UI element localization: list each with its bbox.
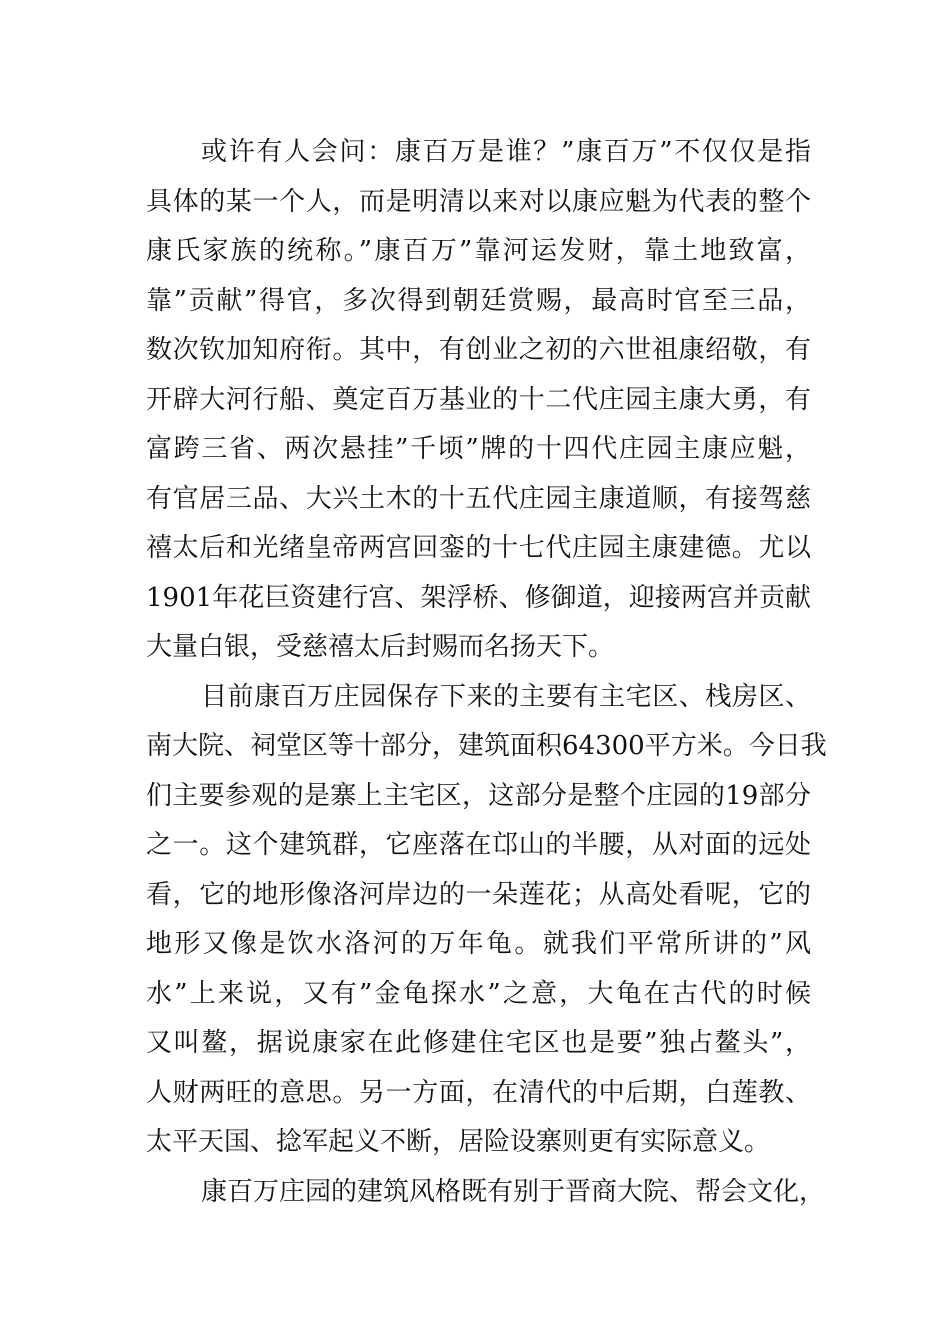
- body-text: [146, 128, 827, 1217]
- text-line: 有官居三品、大兴土木的十五代庄园主康道顺，有接驾慈: [146, 483, 811, 514]
- text-line: 或许有人会问：康百万是谁？”康百万”不仅仅是指: [201, 137, 811, 167]
- text-line: 数次钦加知府衔。其中，有创业之初的六世祖康绍敬，有: [146, 335, 811, 365]
- text-line: 康氏家族的统称。”康百万”靠河运发财，靠土地致富，: [146, 236, 811, 266]
- paragraph-1: [146, 128, 811, 673]
- text-line: 南大院、祠堂区等十部分，建筑面积64300平方米。今日我: [146, 731, 827, 761]
- paragraph-3: [146, 1168, 826, 1218]
- text-line: 地形又像是饮水洛河的万年龟。就我们平常所讲的”风: [146, 929, 811, 959]
- text-line: 大量白银，受慈禧太后封赐而名扬天下。: [146, 632, 615, 662]
- text-line: 具体的某一个人，而是明清以来对以康应魁为代表的整个: [146, 186, 811, 217]
- text-line: 富跨三省、两次悬挂”千顷”牌的十四代庄园主康应魁，: [146, 434, 811, 464]
- text-line: 人财两旺的意思。另一方面，在清代的中后期，白莲教、: [146, 1077, 811, 1108]
- text-line: 靠”贡献”得官，多次得到朝廷赏赐，最高时官至三品，: [146, 285, 811, 316]
- text-line: 目前康百万庄园保存下来的主要有主宅区、栈房区、: [201, 681, 811, 712]
- text-line: 禧太后和光绪皇帝两宫回銮的十七代庄园主康建德。尤以: [146, 533, 811, 563]
- text-line: 看，它的地形像洛河岸边的一朵莲花；从高处看呢，它的: [146, 879, 811, 910]
- text-line: 水”上来说，又有”金龟探水”之意，大龟在古代的时候: [146, 978, 811, 1009]
- text-line: 康百万庄园的建筑风格既有别于晋商大院、帮会文化，: [201, 1176, 826, 1207]
- text-line: 们主要参观的是寨上主宅区，这部分是整个庄园的19部分: [146, 780, 811, 811]
- text-line: 之一。这个建筑群，它座落在邙山的半腰，从对面的远处: [146, 830, 811, 860]
- text-line: 开辟大河行船、奠定百万基业的十二代庄园主康大勇，有: [146, 384, 811, 415]
- paragraph-2: [146, 673, 827, 1168]
- text-line: 太平天国、捻军起义不断，居险设寨则更有实际意义。: [146, 1127, 771, 1157]
- text-line: 又叫鳌，据说康家在此修建住宅区也是要”独占鳌头”，: [146, 1028, 811, 1058]
- text-line: 1901年花巨资建行宫、架浮桥、修御道，迎接两宫并贡献: [146, 582, 811, 613]
